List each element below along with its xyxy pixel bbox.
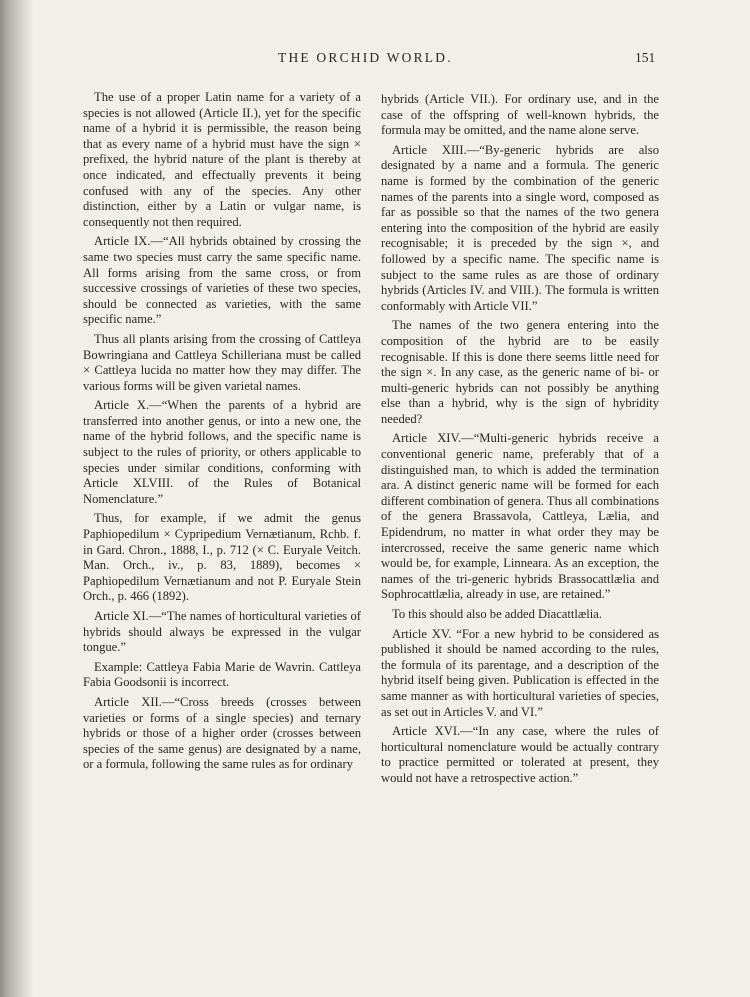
paragraph-diacattlaelia: To this should also be added Diacattlælia.	[392, 607, 603, 621]
right-column	[381, 92, 659, 791]
paragraph-article-xii: Article XII.—“Cross breeds (crosses between varieties or forms of a single species) and ternary hybrids or those of a higher order (crosses between species of the same genus) are designated by a name, or a formula, following the same rules as for ordinary	[83, 694, 361, 772]
paragraph-cattleya-lucida: Thus all plants arising from the crossing of Cattleya Bowringiana and Cattleya Schilleriana must be called × Cattleya lucida no matter how they may differ. The various forms will be given varietal names.	[83, 331, 361, 393]
paragraph-article-xi: Article XI.—“The names of horticultural varieties of hybrids should always be expressed in the vulgar tongue.”	[83, 609, 361, 655]
paragraph-article-xii-continued: hybrids (Article VII.). For ordinary use, and in the case of the offspring of well-known hybrids, the formula may be omitted, and the name alone serve.	[381, 92, 659, 138]
paragraph-genera-names: The names of the two genera entering into the composition of the hybrid are to be easily recognisable. If this is done there seems little need for the sign ×. In any case, as the generic name of bi- or multi-generic hybrids can not possibly be anything else than a hybrid, why is the sign of hybridity needed?	[381, 318, 659, 426]
paragraph-article-xvi: Article XVI.—“In any case, where the rules of horticultural nomenclature would be actually contrary to practice permitted or tolerated at present, they would not have a retrospective action.”	[381, 724, 659, 785]
left-column	[83, 90, 361, 777]
running-title: THE ORCHID WORLD.	[278, 50, 453, 65]
paragraph-cattleya-fabia-example: Example: Cattleya Fabia Marie de Wavrin. Cattleya Fabia Goodsonii is incorrect.	[83, 659, 361, 690]
paragraph-article-xiii: Article XIII.—“By-generic hybrids are also designated by a name and a formula. The generic name is formed by the combination of the generic names of the parents into a single word, composed as far as possible so that the names of the two genera entering into the composition of the hybrid are easily recognisable; it is preceded by the sign ×, and followed by a specific name. The specific name is subject to the same rules as are those of ordinary hybrids (Articles IV. and VIII.). The formula is written conformably with Article VII.”	[381, 142, 659, 313]
paragraph-article-xv: Article XV. “For a new hybrid to be considered as published it should be named according to the rules, the formula of its parentage, and a description of the hybrid itself being given. Publication is effected in the same manner as with horticultural varieties of species, as set out in Articles V. and VI.”	[381, 626, 659, 719]
paragraph-article-ix: Article IX.—“All hybrids obtained by crossing the same two species must carry the same specific name. All forms arising from the same cross, or from successive crossings of varieties of these two species, should be connected as varieties, with the same specific name.”	[83, 234, 361, 327]
paragraph-article-x: Article X.—“When the parents of a hybrid are transferred into another genus, or into a new one, the name of the hybrid follows, and the specific name is subject to the rules of priority, or others applicable to species under similar conditions, conforming with Article XLVIII. of the Rules of Botanical Nomenclature.”	[83, 398, 361, 506]
page-gutter-shadow	[0, 0, 34, 997]
paragraph-article-xiv: Article XIV.—“Multi-generic hybrids receive a conventional generic name, preferably that of a distinguished man, to which is added the termination ara. A distinct generic name will be formed for each different combination of genera. Thus all combinations of the genera Brassavola, Cattleya, Lælia, and Epidendrum, no matter in what order they may be intercrossed, receive the same generic name which would be, for example, Linneara. As an exception, the names of the tri-generic hybrids Brassocattlælia and Sophrocattlælia, already in use, are retained.”	[381, 431, 659, 602]
paragraph-latin-names: The use of a proper Latin name for a variety of a species is not allowed (Article II.), yet for the specific name of a hybrid it is permissible, the reason being that as every name of a hybrid must have the sign × prefixed, the hybrid nature of the plant is thereby at once indicated, and effectually prevents it being confused with any of the species. Any other distinction, either by a Latin or vulgar name, is consequently not then required.	[83, 90, 361, 229]
page-number: 151	[635, 50, 656, 65]
paragraph-paphiopedilum-example: Thus, for example, if we admit the genus Paphiopedilum × Cypripedium Vernætianum, Rchb. f. in Gard. Chron., 1888, I., p. 712 (× C. Euryale Veitch. Man. Orch., iv., p. 83, 1889), becomes × Paphiopedilum Vernætianum and not P. Euryale Stein Orch., p. 466 (1892).	[83, 511, 361, 604]
running-head	[0, 50, 750, 70]
